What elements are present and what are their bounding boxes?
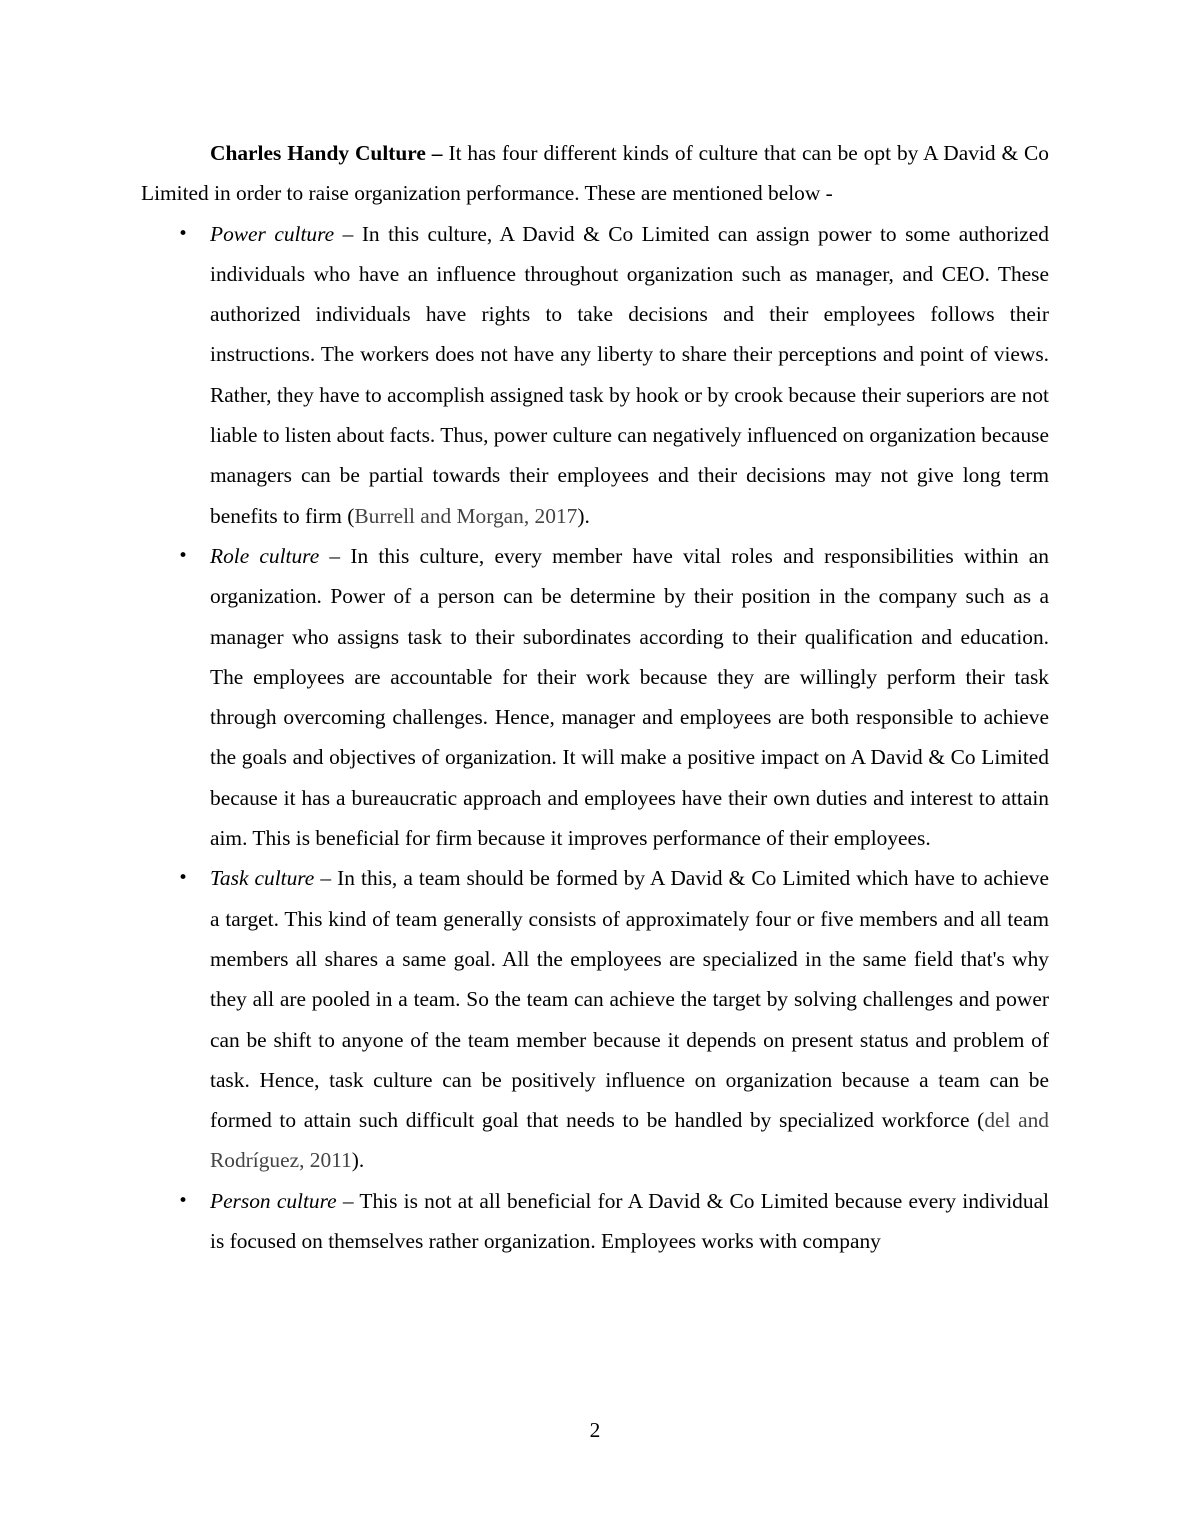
bullet-icon: • [177,1190,189,1211]
item-text: – This is not at all beneficial for A David & Co Limited because every individual is focused on themselves rather organization. Employees works with company [210,1188,1050,1254]
term-label: Task culture [210,866,315,891]
section-heading: Charles Handy Culture – [210,141,443,165]
bullet-icon: • [177,223,189,244]
term-label: Power culture [210,221,335,246]
list-item-task-culture [177,858,1049,1180]
intro-paragraph [141,133,1049,214]
item-text: – In this culture, A David & Co Limited can assign power to some authorized individuals who have an influence throughout organization such as manager, and CEO. These authorized individuals have rights to take decisions and their employees follows their instructions. The workers does not have any liberty to share their perceptions and point of views. Rather, they have to accomplish assigned task by hook or by crook because their superiors are not liable to listen about facts. Thus, power culture can negatively influenced on organization because managers can be partial towards their employees and their decisions may not give long term benefits to firm ( [210,221,1049,528]
citation: del and Rodríguez, 2011 [210,1108,1049,1173]
item-text: – In this culture, every member have vital roles and responsibilities within an organization. Power of a person can be determine by their position in the company such as a manager who assigns task to their subordinates according to their qualification and education. The employees are accountable for their work because they are willingly perform their task through overcoming challenges. Hence, manager and employees are both responsible to achieve the goals and objectives of organization. It will make a positive impact on A David & Co Limited because it has a bureaucratic approach and employees have their own duties and interest to attain aim. This is beneficial for firm because it improves performance of their employees. [210,543,1049,851]
page-number: 2 [589,1418,601,1442]
culture-types-list [141,214,1049,1262]
citation: Burrell and Morgan, 2017 [354,503,578,528]
term-label: Role culture [210,543,320,568]
list-item-power-culture [177,214,1049,536]
list-item-person-culture [177,1181,1050,1262]
bullet-icon: • [177,868,189,889]
list-item-role-culture [177,536,1049,858]
document-body [141,133,1049,1261]
item-text-end: ). [577,503,590,528]
item-text: – In this, a team should be formed by A David & Co Limited which have to achieve a target. This kind of team generally consists of approximately four or five members and all team members all shares a same goal. All the employees are specialized in the same field that's why they all are pooled in a team. So the team can achieve the target by solving challenges and power can be shift to anyone of the team member because it depends on present status and problem of task. Hence, task culture can be positively influence on organization because a team can be formed to attain such difficult goal that needs to be handled by specialized workforce ( [210,866,1049,1133]
intro-text: It has four different kinds of culture that can be opt by A David & Co Limited in order to raise organization performance. These are mentioned below - [141,141,1050,206]
bullet-icon: • [177,545,189,566]
term-label: Person culture [210,1188,337,1213]
item-text-end: ). [351,1148,365,1173]
